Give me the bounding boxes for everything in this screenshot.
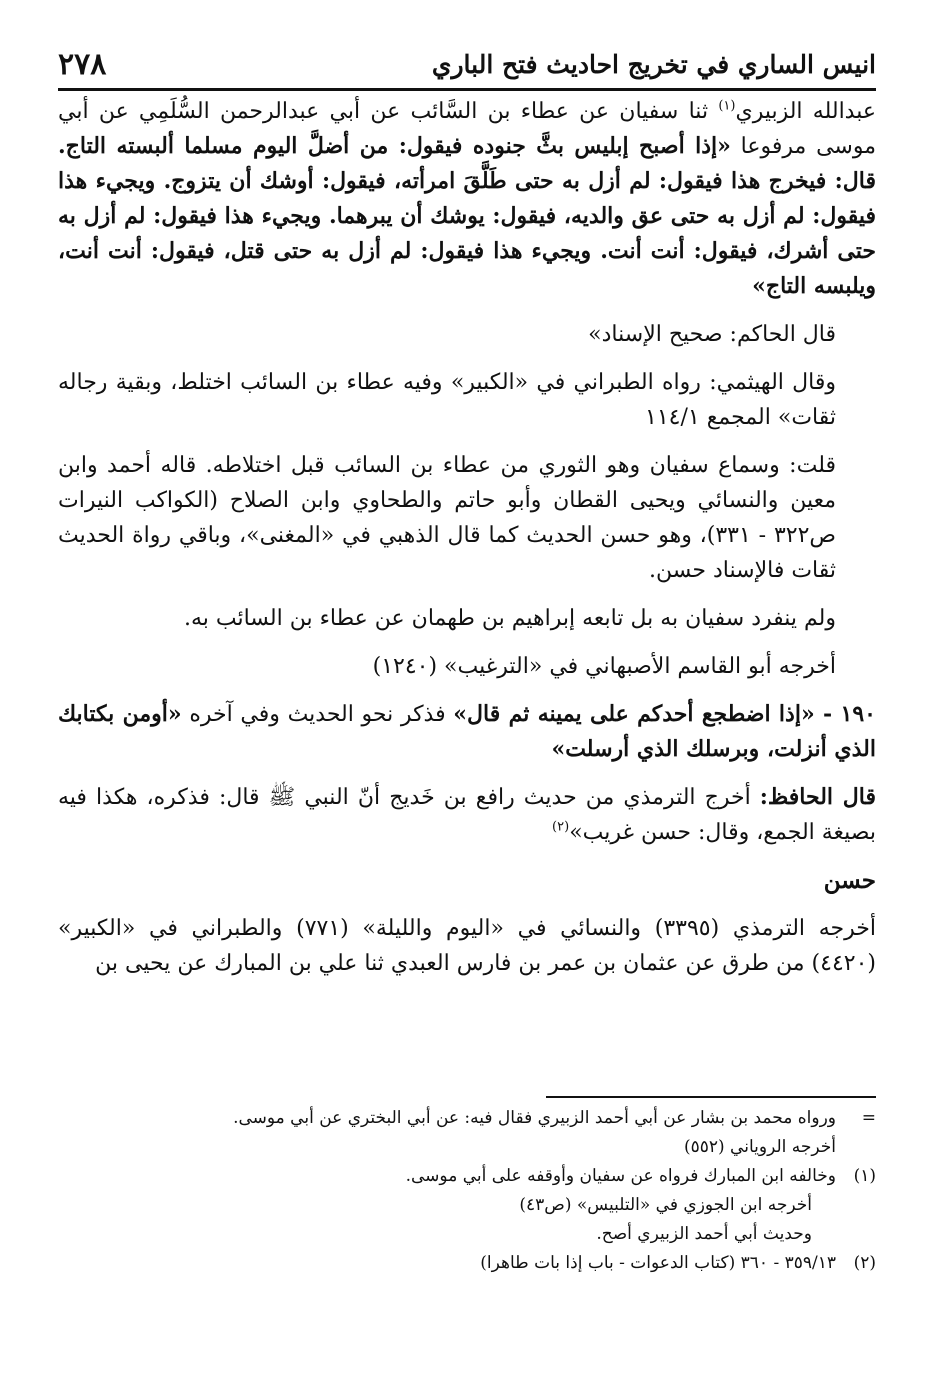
footnote-continuation-mark: = bbox=[861, 1108, 876, 1128]
hadith-chain-paragraph bbox=[58, 94, 876, 304]
footnote-line: وخالفه ابن المبارك فرواه عن سفيان وأوقفه على أبي موسى. bbox=[405, 1166, 836, 1186]
hafiz-label: قال الحافظ: bbox=[759, 784, 876, 810]
footnote-line: ورواه محمد بن بشار عن أبي أحمد الزبيري فقال فيه: عن أبي البختري عن أبي موسى. bbox=[233, 1108, 836, 1128]
hadith-190-ending: «أومن بكتابك الذي أنزلت، وبرسلك الذي أرسلت» bbox=[58, 701, 876, 762]
footnote-divider bbox=[546, 1096, 876, 1098]
footnote-line: ٣٥٩/١٣ - ٣٦٠ (كتاب الدعوات - باب إذا بات طاهرا) bbox=[480, 1253, 836, 1273]
footnote-1 bbox=[58, 1162, 876, 1249]
main-text bbox=[58, 94, 876, 994]
hafiz-statement bbox=[58, 780, 876, 850]
final-takhrij: أخرجه الترمذي (٣٣٩٥) والنسائي في «اليوم والليلة» (٧٧١) والطبراني في «الكبير» (٤٤٢٠) من طرق عن عثمان بن عمر بن فارس العبدي ثنا علي بن المبارك عن يحيى بن bbox=[58, 916, 876, 976]
footnote-2 bbox=[58, 1249, 876, 1278]
hadith-190 bbox=[58, 697, 876, 767]
author-comment: قلت: وسماع سفيان وهو الثوري من عطاء بن السائب قبل اختلاطه. قاله أحمد وابن معين والنسائي ويحيى القطان وأبو حاتم والطحاوي وابن الصلاح (الكواكب النيرات ص٣٢٢ - ٣٣١)، وهو حسن الحديث كما قال الذهبي في «المغنى»، وباقي رواة الحديث ثقات فالإسناد حسن. bbox=[58, 453, 836, 583]
footnote-line: أخرجه الروياني (٥٥٢) bbox=[683, 1137, 836, 1157]
hadith-190-text: فذكر نحو الحديث وفي آخره bbox=[181, 702, 454, 727]
chain-text-start: عبدالله الزبيري bbox=[735, 99, 876, 124]
footnote-continuation bbox=[58, 1104, 876, 1162]
hakim-statement: قال الحاكم: صحيح الإسناد» bbox=[588, 322, 836, 347]
chain-text: ثنا سفيان عن عطاء بن السَّائب عن أبي عبدالرحمن السُّلَمِي عن أبي موسى مرفوعا bbox=[58, 99, 877, 159]
footnote-ref-2: (٢) bbox=[552, 819, 570, 835]
corroboration-note: ولم ينفرد سفيان به بل تابعه إبراهيم بن طهمان عن عطاء بن السائب به. bbox=[183, 606, 836, 631]
page-header bbox=[58, 40, 876, 91]
footnote-ref-1: (١) bbox=[718, 98, 736, 114]
hadith-190-title: ١٩٠ - «إذا اضطجع أحدكم على يمينه ثم قال» bbox=[453, 701, 876, 727]
book-title: انيس الساري في تخريج احاديث فتح الباري bbox=[431, 49, 876, 79]
takhrij-note: أخرجه أبو القاسم الأصبهاني في «الترغيب» (١٢٤٠) bbox=[372, 654, 836, 679]
hadith-text: «إذا أصبح إبليس بثَّ جنوده فيقول: من أضلَّ اليوم مسلما ألبسته التاج. قال: فيخرج هذا فيقول: لم أزل به حتى طَلَّقَ امرأته، فيقول: أوشك أن يتزوج. ويجيء هذا فيقول: لم أزل به حتى عق والديه، فيقول: يوشك أن يبرهما. ويجيء هذا فيقول: لم أزل به حتى أشرك، فيقول: أنت أنت. ويجيء هذا فيقول: لم أزل به حتى قتل، فيقول: أنت أنت، ويلبسه التاج» bbox=[58, 133, 876, 299]
footnote-line: أخرجه ابن الجوزي في «التلبيس» (ص٤٣) bbox=[519, 1195, 812, 1215]
footnotes bbox=[58, 1096, 876, 1278]
footnote-1-mark: (١) bbox=[853, 1166, 876, 1186]
footnote-2-mark: (٢) bbox=[853, 1253, 876, 1273]
hafiz-text: أخرج الترمذي من حديث رافع بن خَديج أنّ النبي ﷺ قال: فذكره، هكذا فيه بصيغة الجمع، وقال: حسن غريب» bbox=[58, 785, 876, 845]
footnote-line: وحديث أبي أحمد الزبيري أصح. bbox=[596, 1224, 812, 1244]
page-number: ٢٧٨ bbox=[58, 46, 107, 82]
grade-heading: حسن bbox=[823, 867, 876, 894]
haythami-statement: وقال الهيثمي: رواه الطبراني في «الكبير» وفيه عطاء بن السائب اختلط، وبقية رجاله ثقات» المجمع ١١٤/١ bbox=[58, 370, 836, 430]
